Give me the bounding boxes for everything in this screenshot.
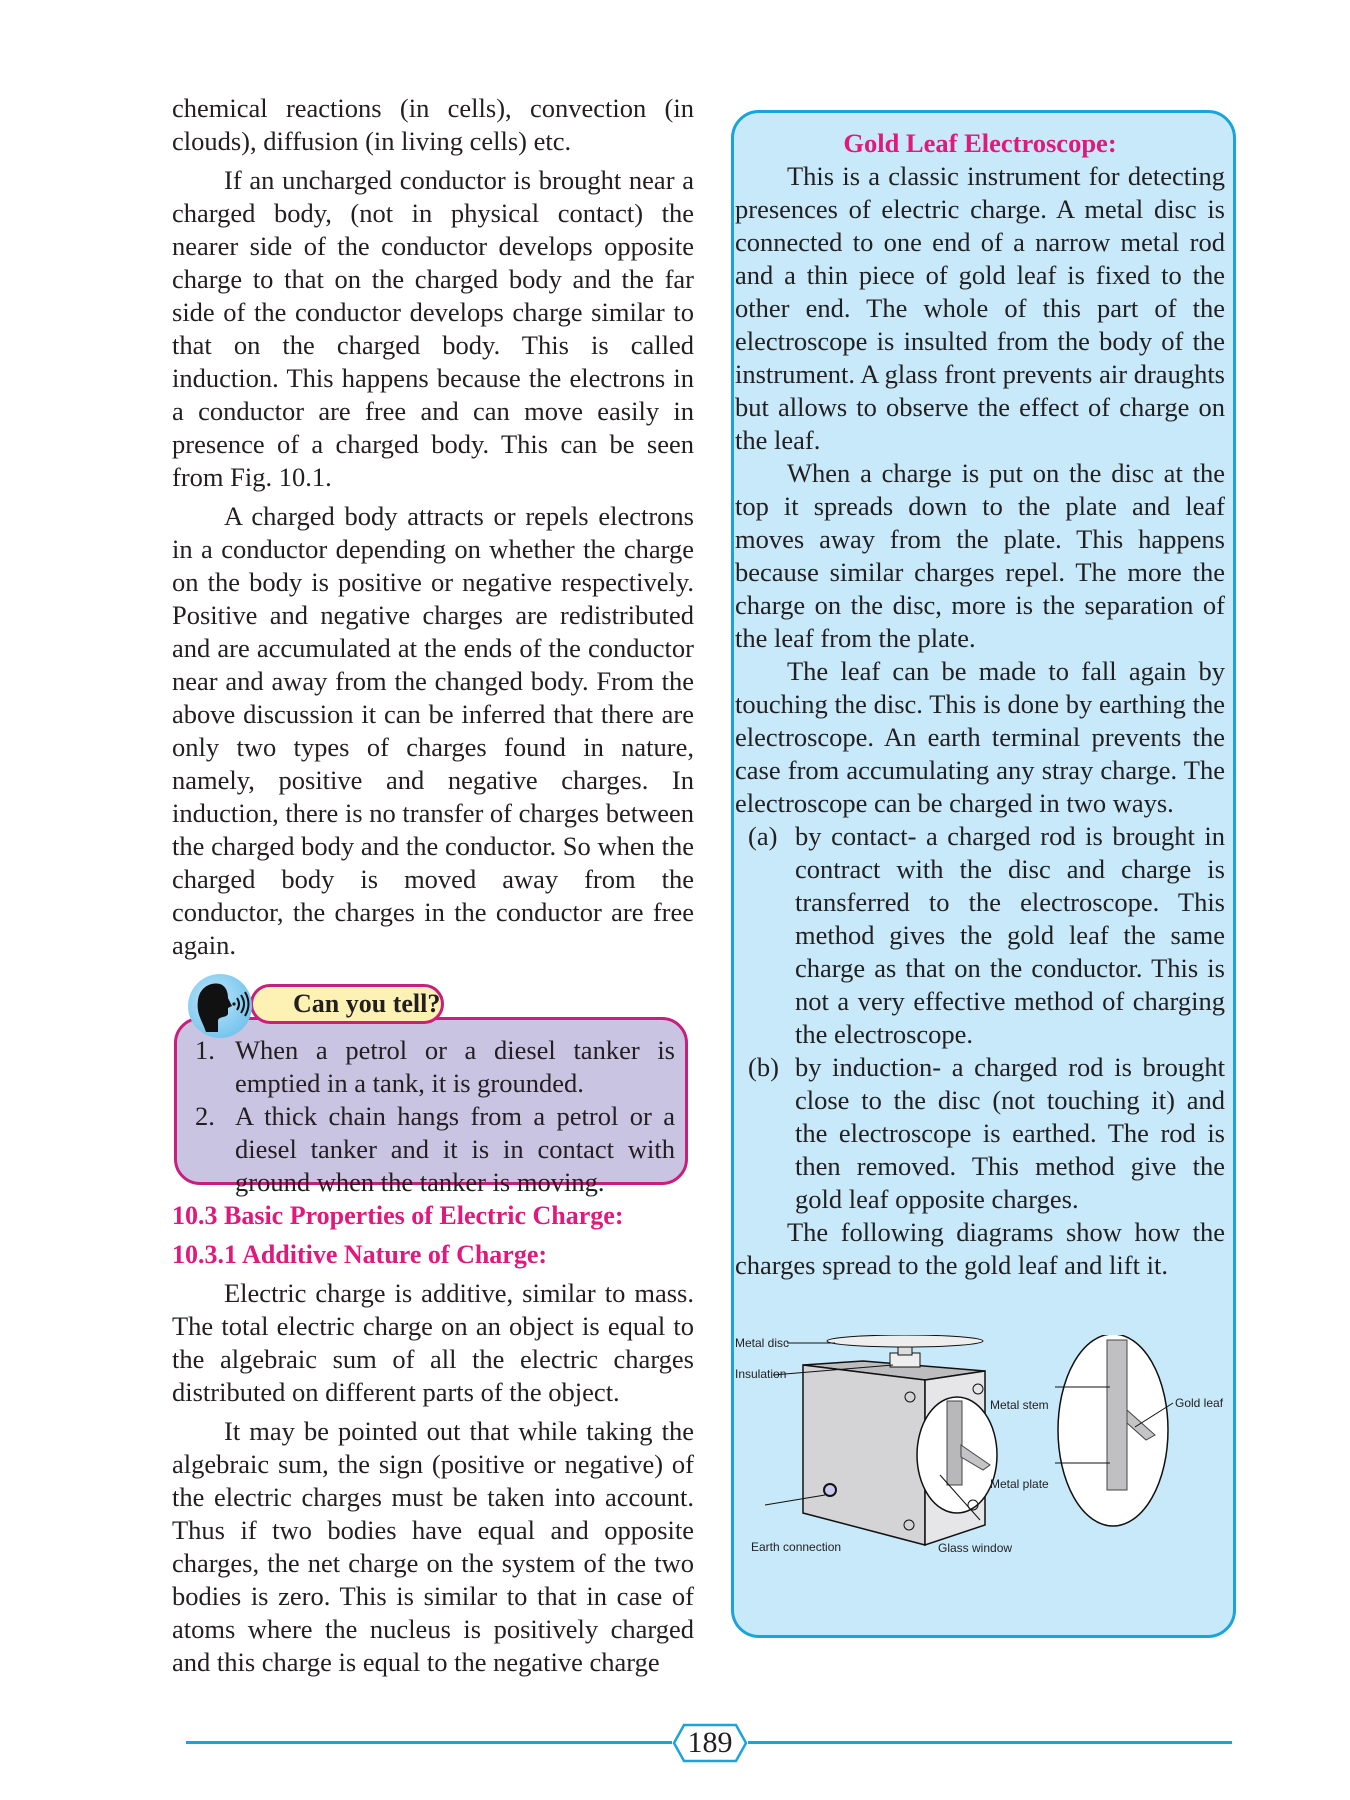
- subsection-heading: 10.3.1 Additive Nature of Charge:: [172, 1240, 548, 1269]
- item-text: by induction- a charged rod is brought close to the disc (not touching it) and the electroscope is earthed. The rod is then removed. This method give the gold leaf opposite charges.: [795, 1052, 1225, 1214]
- paragraph: A charged body attracts or repels electrons in a conductor depending on whether the charge on the body is positive or negative respectively. Positive and negative charges are redistributed and are accumulated at the ends of the conductor near and away from the changed body. From the above discussion it can be inferred that there are only two types of charges found in nature, namely, positive and negative charges. In induction, there is no transfer of charges between the charged body and the conductor. So when the charged body is moved away from the conductor, the charges in the conductor are free again.: [172, 501, 694, 960]
- item-number: 2.: [195, 1101, 215, 1131]
- can-you-tell-title: Can you tell?: [250, 984, 444, 1024]
- paragraph: chemical reactions (in cells), convection (in clouds), diffusion (in living cells) etc.: [172, 93, 694, 156]
- list-item: [195, 1100, 675, 1199]
- right-column: [735, 126, 1225, 1282]
- list-item: [195, 1034, 675, 1100]
- label-glass-window: Glass window: [938, 1541, 1013, 1555]
- paragraph: The following diagrams show how the charges spread to the gold leaf and lift it.: [735, 1217, 1225, 1280]
- item-number: 1.: [195, 1035, 215, 1065]
- label-earth-connection: Earth connection: [751, 1540, 842, 1554]
- paragraph: The leaf can be made to fall again by touching the disc. This is done by earthing the electroscope. An earth terminal prevents the case from accumulating any stray charge. The electroscope can be charged in two ways.: [735, 656, 1225, 818]
- item-text: A thick chain hangs from a petrol or a diesel tanker and it is in contact with ground when the tanker is moving.: [235, 1101, 675, 1197]
- paragraph: When a charge is put on the disc at the top it spreads down to the plate and leaf moves away from the plate. This happens because similar charges repel. The more the charge on the disc, more is the separation of the leaf from the plate.: [735, 458, 1225, 653]
- label-insulation: Insulation: [735, 1367, 787, 1381]
- speaking-head-icon: [188, 974, 252, 1038]
- section-heading: 10.3 Basic Properties of Electric Charge:: [172, 1201, 624, 1230]
- footer-rule-right: [748, 1741, 1232, 1744]
- item-text: When a petrol or a diesel tanker is emptied in a tank, it is grounded.: [235, 1035, 675, 1098]
- paragraph: If an uncharged conductor is brought near a charged body, (not in physical contact) the nearer side of the conductor develops opposite charge to that on the charged body and the far side of the conductor develops charge similar to that on the charged body. This is called induction. This happens because the electrons in a conductor are free and can move easily in presence of a charged body. This can be seen from Fig. 10.1.: [172, 165, 694, 492]
- item-label: (b): [748, 1052, 779, 1082]
- left-column: [172, 92, 694, 1685]
- list-item: [735, 820, 1225, 1051]
- paragraph: Electric charge is additive, similar to mass. The total electric charge on an object is equal to the algebraic sum of all the electric charges distributed on different parts of the object.: [172, 1278, 694, 1407]
- can-you-tell-content: [174, 1017, 688, 1197]
- label-gold-leaf: Gold leaf: [1175, 1396, 1224, 1410]
- item-label: (a): [748, 821, 778, 851]
- item-text: by contact- a charged rod is brought in contract with the disc and charge is transferred to the electroscope. This method gives the gold leaf the same charge as that on the conductor. This is not a very effective method of charging the electroscope.: [795, 821, 1225, 1049]
- paragraph: This is a classic instrument for detecting presences of electric charge. A metal disc is connected to one end of a narrow metal rod and a thin piece of gold leaf is fixed to the other end. The whole of this part of the electroscope is insulted from the body of the instrument. A glass front prevents air draughts but allows to observe the effect of charge on the leaf.: [735, 161, 1225, 455]
- label-metal-stem: Metal stem: [990, 1398, 1049, 1412]
- page-number: 189: [687, 1726, 733, 1759]
- paragraph: It may be pointed out that while taking the algebraic sum, the sign (positive or negative) of the electric charges must be taken into account. Thus if two bodies have equal and opposite charges, the net charge on the system of the two bodies is zero. This is similar to that in case of atoms where the nucleus is positively charged and this charge is equal to the negative charge: [172, 1416, 694, 1677]
- list-item: [735, 1051, 1225, 1216]
- can-you-tell-box: [172, 974, 694, 1197]
- footer-rule-left: [186, 1741, 672, 1744]
- electroscope-diagram: [735, 1335, 1230, 1595]
- label-metal-disc: Metal disc: [735, 1336, 790, 1350]
- box-title: Gold Leaf Electroscope:: [843, 128, 1117, 158]
- label-metal-plate: Metal plate: [990, 1477, 1049, 1491]
- magnified-view: [1058, 1335, 1168, 1526]
- electroscope-case: [803, 1335, 997, 1545]
